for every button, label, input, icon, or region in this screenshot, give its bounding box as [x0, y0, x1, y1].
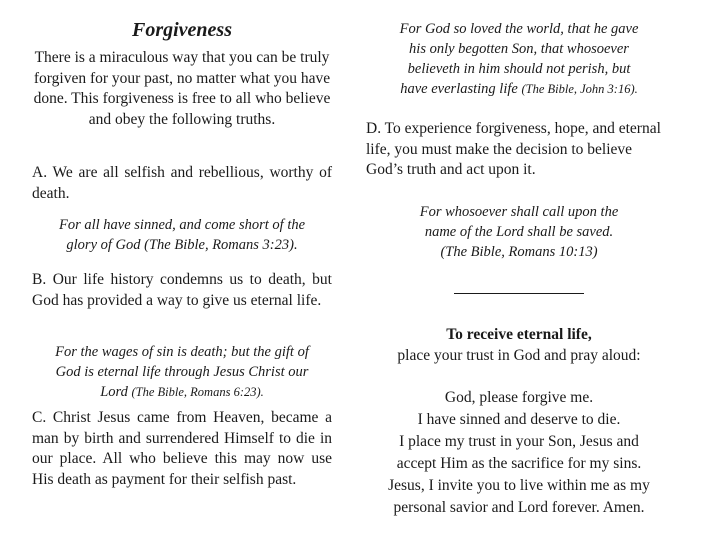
quote-line: For the wages of sin is death; but the gift of: [55, 344, 309, 360]
prayer-line: I have sinned and deserve to die.: [417, 411, 621, 428]
prayer-line: Jesus, I invite you to live within me as my: [388, 477, 650, 494]
divider-rule: [454, 293, 584, 294]
prayer-intro: [366, 325, 672, 366]
quote-text: Lord: [100, 384, 132, 400]
point-c-paragraph: C. Christ Jesus came from Heaven, became a man by birth and surrendered Himself to die in our place. All who believe this may now use His death as payment for their selfish past.: [32, 409, 332, 488]
prayer-heading: To receive eternal life,: [446, 326, 592, 343]
point-d-paragraph: D. To experience forgiveness, hope, and eternal life, you must make the decision to believe God’s truth and act upon it.: [366, 120, 661, 178]
prayer-line: God, please forgive me.: [444, 389, 594, 406]
quote-line: his only begotten Son, that whosoever: [409, 41, 629, 57]
prayer-text: [366, 387, 672, 519]
prayer-line: personal savior and Lord forever. Amen.: [393, 499, 645, 516]
quote-line: name of the Lord shall be saved.: [424, 224, 614, 240]
prayer-line: I place my trust in your Son, Jesus and: [399, 433, 639, 450]
quote-line: [32, 382, 332, 402]
quote-romans-3-23: [32, 215, 332, 255]
quote-line: God is eternal life through Jesus Christ our: [55, 364, 309, 380]
quote-romans-6-23: [32, 342, 332, 402]
quote-romans-10-13: [366, 202, 672, 262]
quote-text: have everlasting life: [400, 81, 522, 97]
quote-line: For God so loved the world, that he gave: [399, 21, 639, 37]
intro-paragraph: There is a miraculous way that you can be truly forgiven for your past, no matter what you have done. This forgiveness is free to all who believe and obey the following truths.: [33, 49, 331, 128]
quote-line: glory of God (The Bible, Romans 3:23).: [66, 237, 298, 253]
quote-line: believeth in him should not perish, but: [407, 61, 631, 77]
point-b-paragraph: B. Our life history condemns us to death, but God has provided a way to give us eternal life.: [32, 271, 332, 309]
quote-line: For whosoever shall call upon the: [419, 204, 619, 220]
page-title: Forgiveness: [132, 19, 232, 41]
quote-reference: (The Bible, Romans 6:23).: [131, 385, 264, 399]
point-a-paragraph: A. We are all selfish and rebellious, worthy of death.: [32, 164, 332, 202]
quote-john-3-16: [366, 19, 672, 99]
prayer-line: accept Him as the sacrifice for my sins.: [396, 455, 642, 472]
quote-line: For all have sinned, and come short of the: [58, 217, 306, 233]
quote-reference: (The Bible, John 3:16).: [521, 82, 638, 96]
quote-line: [366, 79, 672, 99]
quote-line: (The Bible, Romans 10:13): [440, 244, 598, 260]
prayer-instruction: place your trust in God and pray aloud:: [397, 346, 641, 364]
